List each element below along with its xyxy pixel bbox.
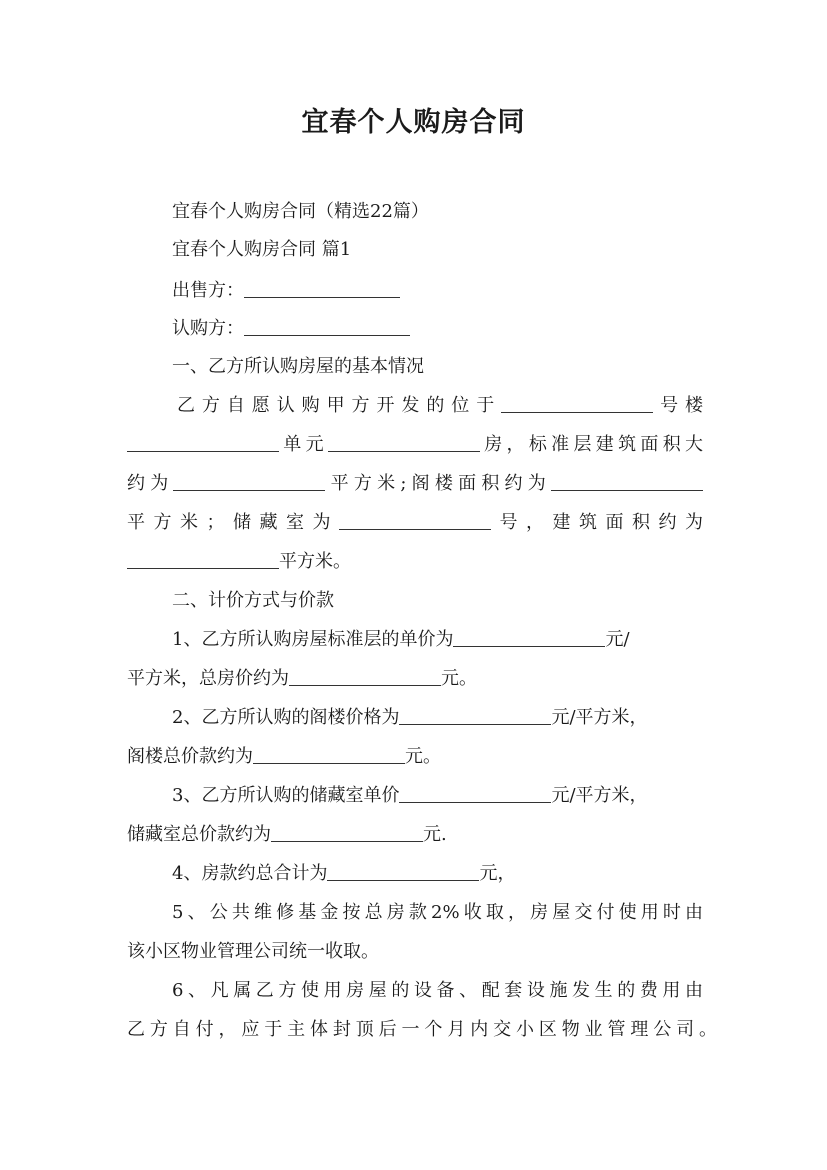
blank bbox=[127, 550, 279, 569]
blank bbox=[289, 667, 441, 686]
text: 该小区物业管理公司统一收取。 bbox=[127, 941, 379, 962]
text: 出售方： bbox=[172, 280, 244, 301]
blank bbox=[453, 628, 605, 647]
buyer-line bbox=[172, 316, 410, 342]
blank bbox=[399, 784, 551, 803]
blank bbox=[328, 433, 480, 452]
paragraph-line bbox=[127, 471, 703, 497]
blank bbox=[127, 433, 279, 452]
text: 元。 bbox=[441, 668, 477, 689]
paragraph-line bbox=[172, 627, 630, 653]
blank bbox=[399, 706, 551, 725]
text: 一、乙方所认购房屋的基本情况 bbox=[172, 356, 424, 377]
paragraph-line bbox=[127, 939, 379, 965]
text: 平方米，总房价约为 bbox=[127, 668, 289, 689]
text: 单元 bbox=[279, 434, 328, 455]
text: 2、乙方所认购的阁楼价格为 bbox=[172, 707, 400, 728]
text: 宜春个人购房合同 篇1 bbox=[172, 239, 352, 260]
text: 6、凡属乙方使用房屋的设备、配套设施发生的费用由 bbox=[172, 980, 703, 1001]
text: 乙方自愿认购甲方开发的位于 bbox=[177, 395, 502, 416]
clause-heading bbox=[172, 588, 334, 614]
text: 平方米;阁楼面积约为 bbox=[325, 473, 551, 494]
paragraph-line bbox=[127, 393, 703, 419]
text: 乙方自付，应于主体封顶后一个月内交小区物业管理公司。 bbox=[127, 1019, 717, 1040]
blank bbox=[173, 472, 325, 491]
text: 二、计价方式与价款 bbox=[172, 590, 334, 611]
text: 认购方： bbox=[172, 318, 244, 339]
blank bbox=[551, 472, 703, 491]
text: 平方米；储藏室为 bbox=[127, 512, 339, 533]
text: 元/ bbox=[605, 629, 630, 650]
blank bbox=[339, 511, 491, 530]
text: 号，建筑面积约为 bbox=[491, 512, 703, 533]
paragraph-line bbox=[127, 510, 703, 536]
section-heading bbox=[172, 237, 351, 263]
text: 1、乙方所认购房屋标准层的单价为 bbox=[172, 629, 454, 650]
paragraph-line bbox=[172, 900, 703, 926]
document-title: 宜春个人购房合同 bbox=[301, 107, 526, 138]
text: 4、房款约总合计为 bbox=[172, 863, 328, 884]
buyer-blank bbox=[244, 317, 410, 336]
text: 元/平方米， bbox=[551, 707, 648, 728]
text: 平方米。 bbox=[279, 551, 351, 572]
text: 5、公共维修基金按总房款2%收取，房屋交付使用时由 bbox=[172, 902, 703, 923]
subtitle-line bbox=[172, 199, 429, 225]
seller-line bbox=[172, 278, 400, 304]
text: 阁楼总价款约为 bbox=[127, 746, 253, 767]
paragraph-line bbox=[127, 432, 703, 458]
paragraph-line bbox=[172, 705, 648, 731]
text: 房，标准层建筑面积大 bbox=[479, 434, 704, 455]
text: 元， bbox=[479, 863, 516, 884]
blank bbox=[501, 394, 653, 413]
text: 元/平方米， bbox=[551, 785, 648, 806]
paragraph-line bbox=[127, 822, 447, 848]
blank bbox=[253, 745, 405, 764]
text: 宜春个人购房合同（精选22篇） bbox=[172, 201, 429, 222]
blank bbox=[327, 862, 479, 881]
text: 储藏室总价款约为 bbox=[127, 824, 271, 845]
paragraph-line bbox=[172, 783, 648, 809]
text: 号楼 bbox=[653, 395, 704, 416]
paragraph-line bbox=[172, 978, 703, 1004]
text: 约为 bbox=[127, 473, 174, 494]
paragraph-line bbox=[127, 666, 477, 692]
blank bbox=[271, 823, 423, 842]
paragraph-line bbox=[127, 549, 351, 575]
text: 元. bbox=[423, 824, 447, 845]
text: 元。 bbox=[405, 746, 441, 767]
paragraph-line bbox=[172, 861, 515, 887]
paragraph-line bbox=[127, 744, 441, 770]
clause-heading bbox=[172, 354, 424, 380]
seller-blank bbox=[244, 279, 400, 298]
paragraph-line bbox=[127, 1017, 717, 1043]
text: 3、乙方所认购的储藏室单价 bbox=[172, 785, 400, 806]
